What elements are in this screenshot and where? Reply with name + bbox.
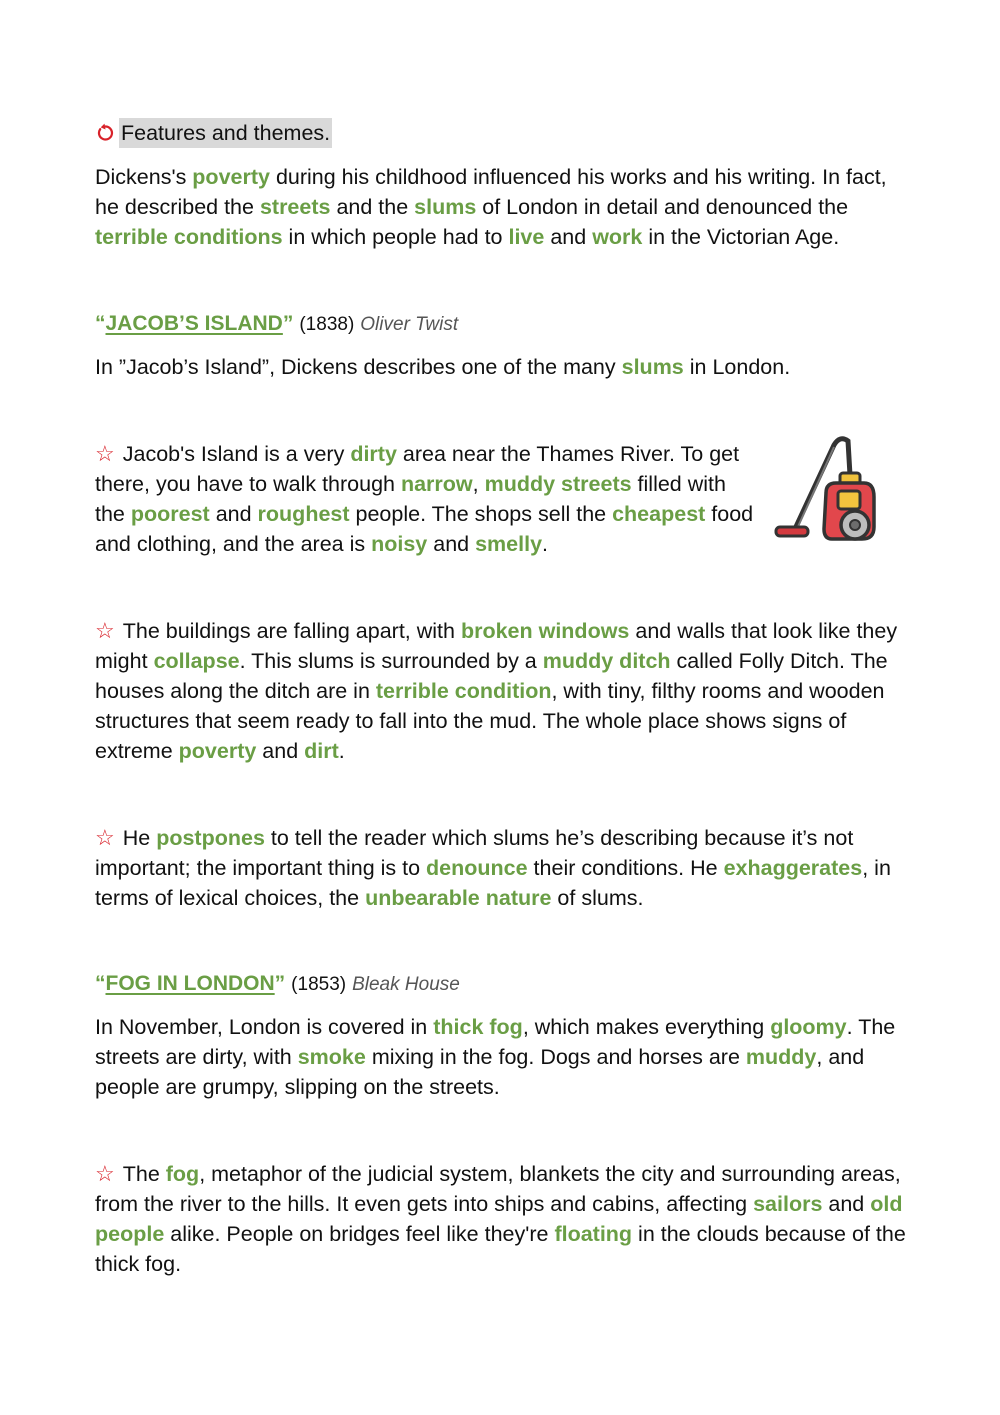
text-segment: and walls that look like they might <box>95 619 898 673</box>
keyword-highlight: sailors <box>753 1192 823 1216</box>
text-segment: mixing in the fog. Dogs and horses are <box>365 1045 746 1069</box>
text-segment: of slums. <box>551 886 644 910</box>
point-row-with-image <box>95 439 910 559</box>
text-segment: , and people are grumpy, slipping on the streets. <box>95 1045 865 1099</box>
point-text <box>95 619 897 763</box>
document-page <box>95 118 910 1279</box>
text-segment: and the <box>330 195 415 219</box>
keyword-highlight: poverty <box>178 739 257 763</box>
keyword-highlight: old people <box>95 1192 903 1246</box>
section-intro <box>95 352 910 382</box>
text-segment: . <box>542 532 549 556</box>
keyword-highlight: dirt <box>304 739 339 763</box>
keyword-highlight: slums <box>621 355 684 379</box>
text-segment: Jacob's Island is a very <box>122 442 351 466</box>
text-segment: The <box>122 1162 166 1186</box>
section-work: Bleak House <box>352 974 460 995</box>
keyword-highlight: unbearable nature <box>365 886 552 910</box>
text-segment: The buildings are falling apart, with <box>122 619 461 643</box>
text-segment: and <box>544 225 593 249</box>
keyword-highlight: exhaggerates <box>723 856 863 880</box>
text-segment: in the clouds because of the thick fog. <box>95 1222 906 1276</box>
intro-title: Features and themes. <box>119 118 332 148</box>
text-segment: He <box>122 826 157 850</box>
section-work: Oliver Twist <box>360 314 459 335</box>
text-segment: alike. People on bridges feel like they're <box>164 1222 555 1246</box>
text-segment: and <box>256 739 305 763</box>
point-paragraph <box>95 616 910 766</box>
keyword-highlight: postpones <box>156 826 265 850</box>
text-segment: and <box>209 502 258 526</box>
text-segment: . The streets are dirty, with <box>95 1015 896 1069</box>
section-intro <box>95 1012 910 1102</box>
text-segment: filled with the <box>95 472 726 526</box>
keyword-highlight: noisy <box>371 532 428 556</box>
star-icon: ☆ <box>95 441 115 466</box>
vacuum-cleaner-icon <box>770 435 880 550</box>
text-segment: , with tiny, filthy rooms and wooden structures that seem ready to fall into the mud. The whole place shows signs of extreme <box>95 679 885 763</box>
intro-heading <box>95 118 910 148</box>
point-text <box>95 1162 906 1276</box>
open-quote: “ <box>95 312 106 335</box>
keyword-highlight: cheapest <box>612 502 706 526</box>
point-paragraph <box>95 823 910 913</box>
point-text <box>95 826 891 910</box>
text-segment: In November, London is covered in <box>95 1015 434 1039</box>
keyword-highlight: muddy streets <box>484 472 632 496</box>
text-segment: in the Victorian Age. <box>642 225 840 249</box>
intro-paragraph <box>95 162 910 252</box>
point-text <box>95 442 753 556</box>
text-segment: during his childhood influenced his works and his writing. In fact, he described the <box>95 165 887 219</box>
keyword-highlight: streets <box>259 195 331 219</box>
keyword-highlight: gloomy <box>770 1015 847 1039</box>
text-segment: in London. <box>683 355 791 379</box>
keyword-highlight: denounce <box>426 856 528 880</box>
text-segment: people. The shops sell the <box>349 502 613 526</box>
point-paragraph <box>95 1159 910 1279</box>
section-title: FOG IN LONDON <box>105 972 275 995</box>
text-segment: their conditions. He <box>527 856 724 880</box>
star-icon: ☆ <box>95 825 115 850</box>
point-paragraph <box>95 439 755 559</box>
text-segment: area near the Thames River. To get there, you have to walk through <box>95 442 740 496</box>
text-segment: . <box>338 739 345 763</box>
close-quote: ” <box>282 312 294 335</box>
keyword-highlight: fog <box>165 1162 200 1186</box>
keyword-highlight: dirty <box>350 442 397 466</box>
keyword-highlight: work <box>592 225 643 249</box>
text-segment: to tell the reader which slums he’s describing because it’s not important; the important thing is to <box>95 826 854 880</box>
text-segment: called Folly Ditch. The houses along the ditch are in <box>95 649 888 703</box>
keyword-highlight: live <box>508 225 545 249</box>
section-heading-fog-in-london <box>95 969 910 1000</box>
keyword-highlight: narrow <box>400 472 473 496</box>
text-segment: and <box>822 1192 871 1216</box>
keyword-highlight: muddy <box>745 1045 817 1069</box>
text-segment: and <box>427 532 476 556</box>
section-title: JACOB’S ISLAND <box>105 312 283 335</box>
keyword-highlight: collapse <box>153 649 240 673</box>
text-segment: food and clothing, and the area is <box>95 502 754 556</box>
refresh-icon <box>95 123 115 143</box>
keyword-highlight: slums <box>414 195 477 219</box>
text-segment: , in terms of lexical choices, the <box>95 856 891 910</box>
star-icon: ☆ <box>95 1161 115 1186</box>
star-icon: ☆ <box>95 618 115 643</box>
text-segment: . This slums is surrounded by a <box>239 649 543 673</box>
text-segment: , metaphor of the judicial system, blankets the city and surrounding areas, from the river to the hills. It even gets into ships and cabins, affecting <box>95 1162 901 1216</box>
text-segment: of London in detail and denounced the <box>476 195 849 219</box>
section-year: (1853) <box>291 974 347 995</box>
keyword-highlight: broken windows <box>460 619 630 643</box>
keyword-highlight: terrible condition <box>375 679 552 703</box>
text-segment: Dickens's <box>95 165 193 189</box>
keyword-highlight: roughest <box>257 502 350 526</box>
keyword-highlight: muddy ditch <box>542 649 671 673</box>
keyword-highlight: floating <box>554 1222 633 1246</box>
text-segment: , which makes everything <box>522 1015 771 1039</box>
close-quote: ” <box>274 972 286 995</box>
keyword-highlight: smoke <box>297 1045 366 1069</box>
keyword-highlight: smelly <box>475 532 543 556</box>
keyword-highlight: terrible conditions <box>95 225 283 249</box>
text-segment: In ”Jacob’s Island”, Dickens describes one of the many <box>95 355 622 379</box>
keyword-highlight: poverty <box>192 165 270 189</box>
text-segment: , <box>472 472 485 496</box>
keyword-highlight: poorest <box>130 502 210 526</box>
open-quote: “ <box>95 972 106 995</box>
section-heading-jacobs-island <box>95 309 910 340</box>
section-year: (1838) <box>299 314 355 335</box>
keyword-highlight: thick fog <box>433 1015 523 1039</box>
text-segment: in which people had to <box>282 225 509 249</box>
